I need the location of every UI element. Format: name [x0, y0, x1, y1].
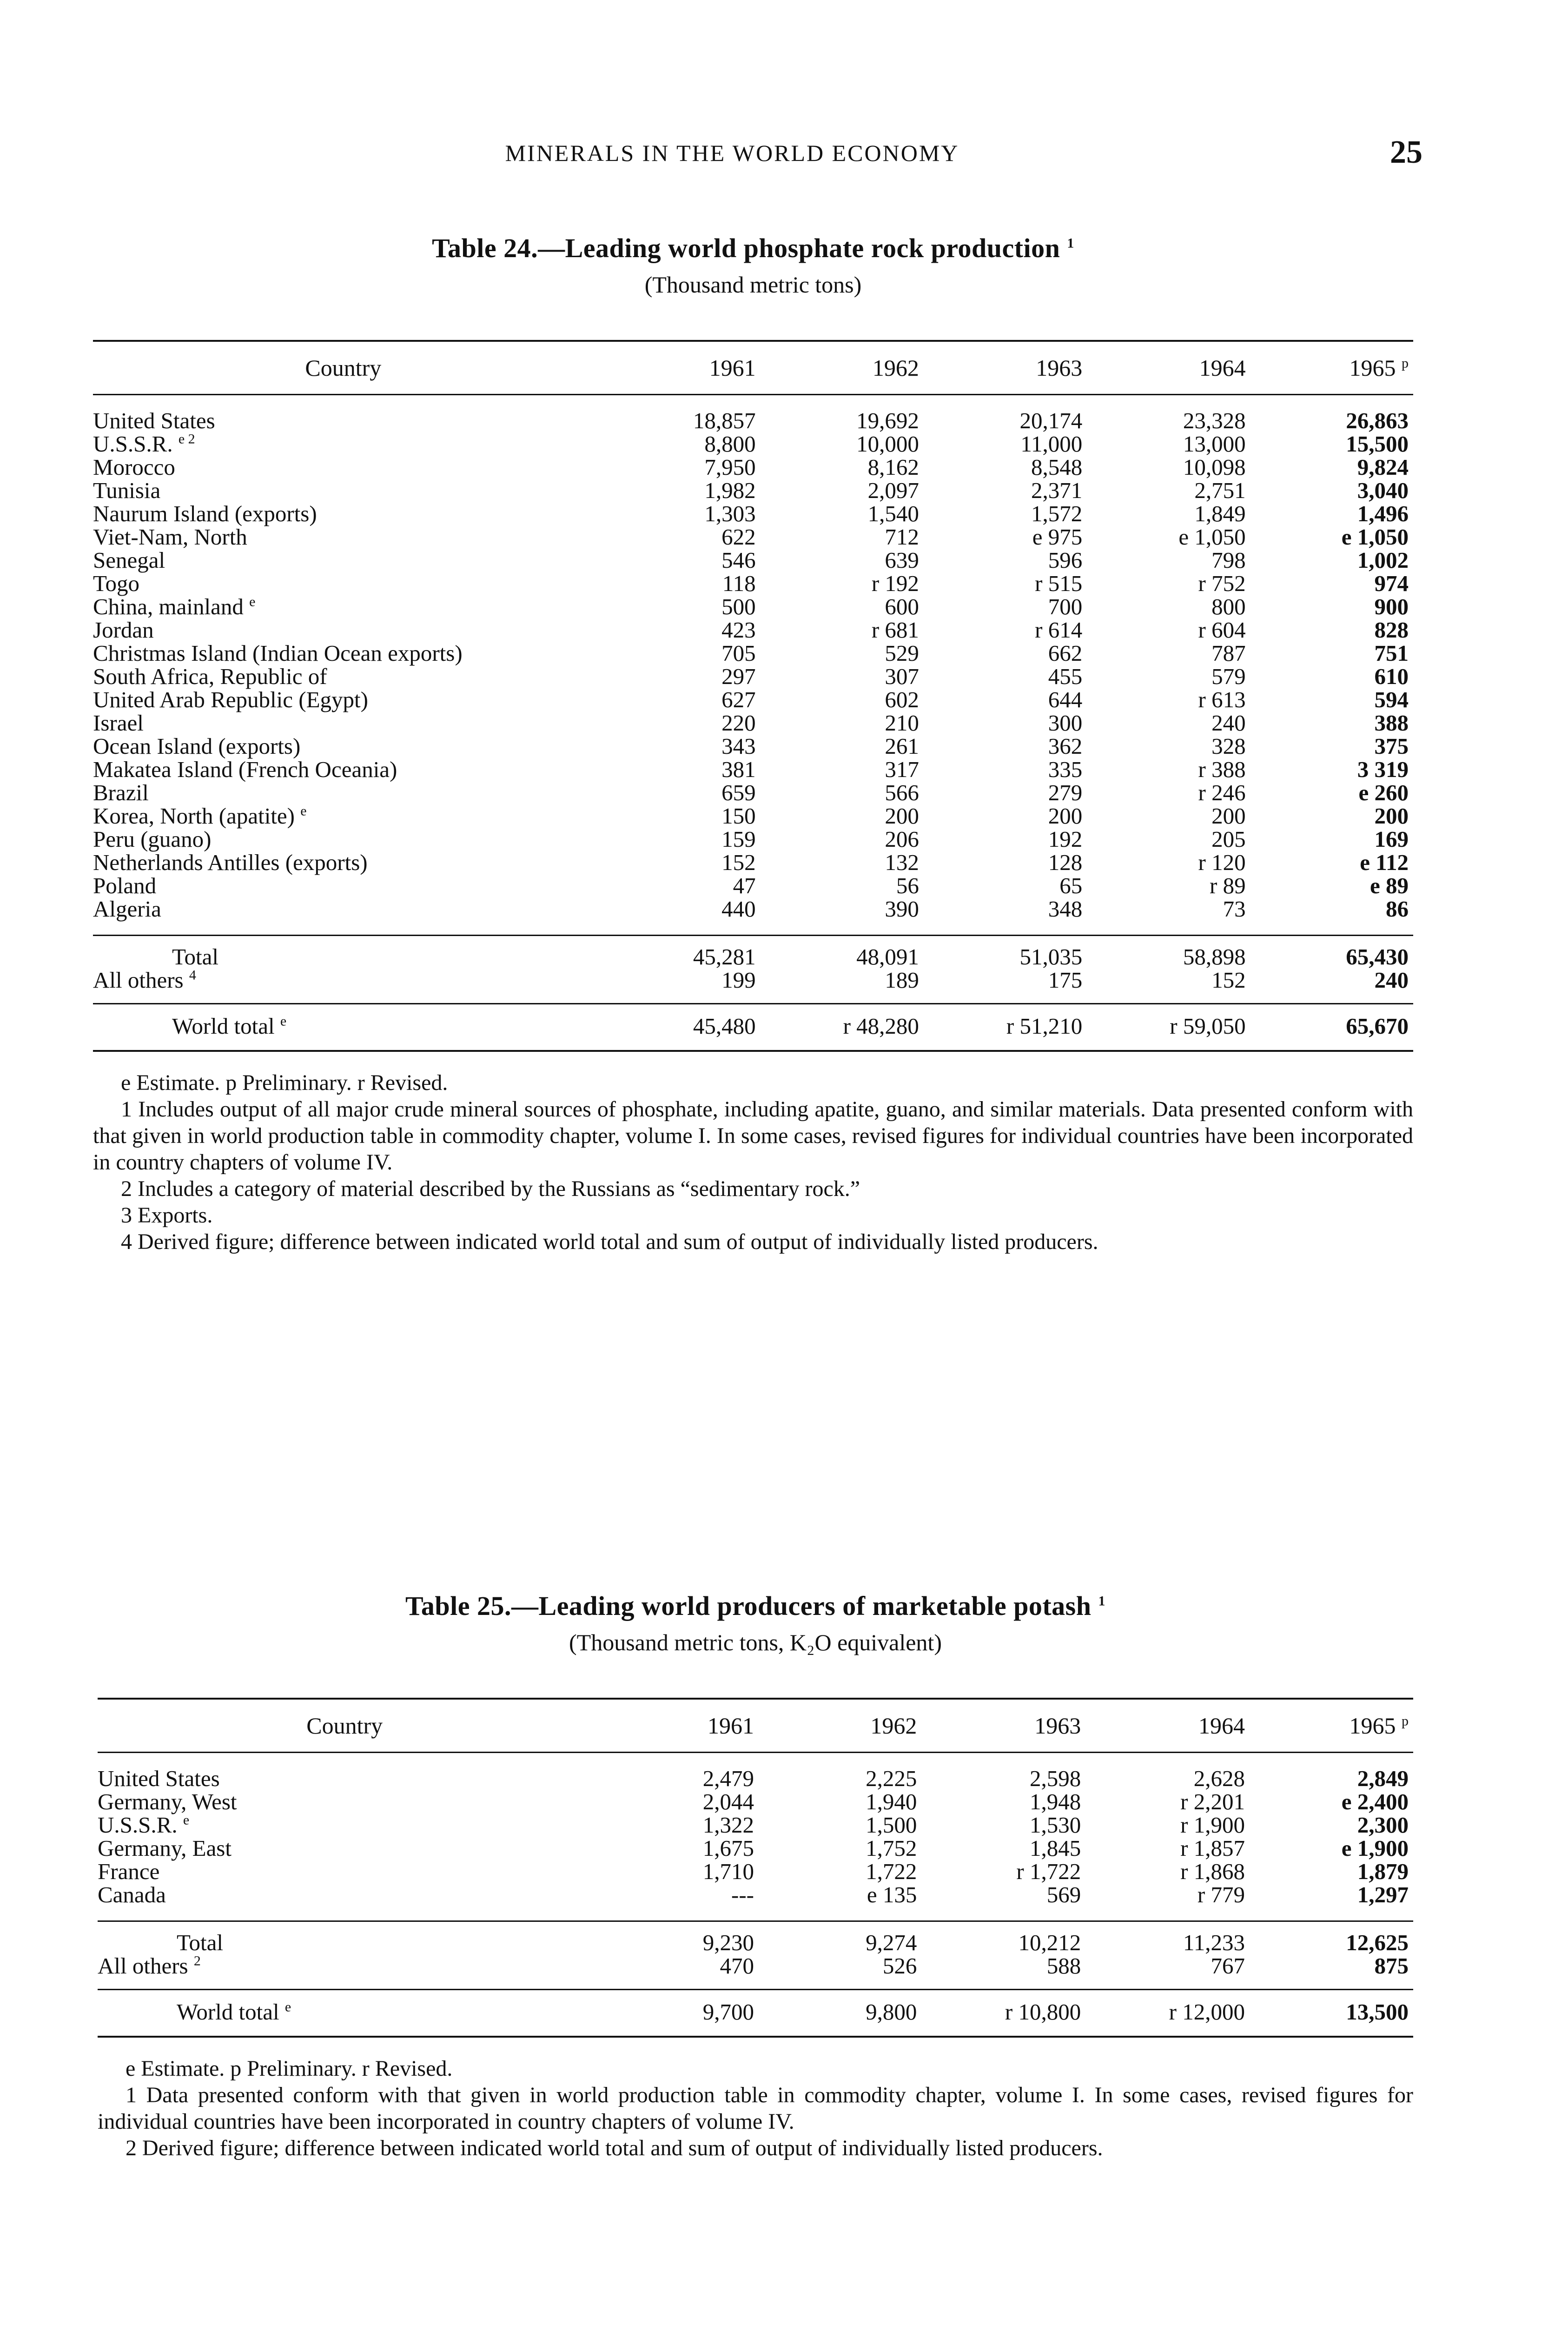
value-1963: 2,371 — [1031, 478, 1083, 503]
country-name: Naurum Island (exports) — [93, 501, 317, 526]
value-1962: 10,000 — [856, 431, 919, 457]
value-1964: r 2,201 — [1180, 1789, 1245, 1814]
running-header: MINERALS IN THE WORLD ECONOMY — [505, 140, 959, 166]
table-row — [98, 1814, 1413, 1837]
column-header-1963: 1963 — [924, 341, 1087, 395]
table-row — [98, 1883, 1413, 1921]
value-1964: 2,628 — [1193, 1766, 1245, 1791]
value-1962: e 135 — [867, 1882, 917, 1907]
value-1963: 662 — [1048, 640, 1083, 666]
table-24 — [93, 232, 1413, 1255]
others-value-1963: 588 — [1046, 1953, 1081, 1979]
value-1965: e 260 — [1358, 780, 1409, 805]
country-name: Brazil — [93, 780, 149, 805]
country-name: Germany, East — [98, 1835, 232, 1861]
footnote-3: 3 Exports. — [121, 1203, 213, 1228]
country-name: Korea, North (apatite) $^e$ — [93, 803, 307, 829]
value-1962: 2,225 — [866, 1766, 917, 1791]
value-1963: 300 — [1048, 710, 1083, 736]
value-1961: 8,800 — [704, 431, 756, 457]
others-value-1964: 767 — [1211, 1953, 1245, 1979]
total-value-1962: 48,091 — [761, 936, 924, 969]
table-row — [93, 711, 1413, 735]
value-1962: 200 — [885, 803, 919, 829]
total-value-1961: 45,281 — [598, 936, 761, 969]
table-row — [93, 432, 1413, 456]
table-row — [98, 1753, 1413, 1791]
table-row — [93, 525, 1413, 549]
footnote-mark: e — [183, 1812, 190, 1828]
value-1961: 1,322 — [702, 1812, 754, 1838]
value-1962: 639 — [885, 547, 919, 573]
table-row — [93, 897, 1413, 936]
country-name: Poland — [93, 873, 157, 898]
value-1965: e 1,050 — [1341, 524, 1409, 550]
value-1964: r 1,857 — [1180, 1835, 1245, 1861]
others-label: All others $^4$ — [93, 967, 196, 993]
value-1964: r 1,900 — [1180, 1812, 1245, 1838]
world-value-1963: r 10,800 — [921, 1990, 1085, 2037]
total-value-1965: 65,430 — [1250, 936, 1413, 969]
value-1964: 328 — [1211, 733, 1246, 759]
value-1965: 200 — [1374, 803, 1409, 829]
others-value-1965: 875 — [1374, 1953, 1409, 1979]
value-1961: 627 — [721, 687, 756, 712]
world-value-1962: r 48,280 — [761, 1004, 924, 1051]
value-1963: r 614 — [1035, 617, 1083, 643]
world-value-1961: 9,700 — [595, 1990, 758, 2037]
table-row — [93, 851, 1413, 874]
table-25-body — [98, 1753, 1413, 2037]
value-1963: 128 — [1048, 850, 1083, 875]
page-number: 25 — [1390, 134, 1422, 170]
value-1964: r 779 — [1197, 1882, 1245, 1907]
value-1964: 787 — [1211, 640, 1246, 666]
value-1963: 1,845 — [1029, 1835, 1081, 1861]
table-row — [93, 549, 1413, 572]
value-1961: 297 — [721, 664, 756, 689]
total-value-1965: 12,625 — [1250, 1921, 1413, 1955]
value-1965: 610 — [1374, 664, 1409, 689]
total-row — [98, 1921, 1413, 1955]
country-name: France — [98, 1859, 160, 1884]
value-1965: e 89 — [1370, 873, 1409, 898]
table-25-notes — [98, 2055, 1413, 2161]
value-1961: 1,710 — [702, 1859, 754, 1884]
table-row — [93, 456, 1413, 479]
total-value-1963: 10,212 — [921, 1921, 1085, 1955]
value-1964: 798 — [1211, 547, 1246, 573]
column-header-1965: 1965 $^p$ — [1250, 1699, 1413, 1753]
value-1963: 1,530 — [1029, 1812, 1081, 1838]
total-value-1961: 9,230 — [595, 1921, 758, 1955]
value-1962: 261 — [885, 733, 919, 759]
column-header-1965: 1965 $^p$ — [1250, 341, 1413, 395]
country-name: Algeria — [93, 896, 161, 922]
table-row — [93, 874, 1413, 897]
value-1965: e 1,900 — [1341, 1835, 1409, 1861]
table-24-grid — [93, 340, 1413, 1052]
value-1963: 700 — [1048, 594, 1083, 619]
country-name: U.S.S.R. $^e$ — [98, 1812, 190, 1838]
value-1963: 362 — [1048, 733, 1083, 759]
value-1961: 659 — [721, 780, 756, 805]
country-name: Tunisia — [93, 478, 161, 503]
footnote-mark: e 2 — [178, 431, 195, 447]
value-1965: 900 — [1374, 594, 1409, 619]
table-25-subtitle: (Thousand metric tons, K₂O equivalent) — [569, 1629, 942, 1655]
table-24-body — [93, 395, 1413, 1051]
value-1963: 192 — [1048, 826, 1083, 852]
value-1964: 10,098 — [1183, 454, 1246, 480]
value-1961: 440 — [721, 896, 756, 922]
country-name: Viet-Nam, North — [93, 524, 247, 550]
value-1961: 2,044 — [702, 1789, 754, 1814]
country-name: South Africa, Republic of — [93, 664, 327, 689]
value-1962: 2,097 — [867, 478, 919, 503]
table-25-grid — [98, 1698, 1413, 2038]
table-25-title: Table 25.—Leading world producers of marketable potash $^1$ — [405, 1591, 1105, 1621]
value-1962: 1,752 — [866, 1835, 917, 1861]
column-header-1963: 1963 — [921, 1699, 1085, 1753]
value-1964: r 604 — [1198, 617, 1246, 643]
footnote-2: 2 Includes a category of material described by the Russians as “sedimentary rock.” — [121, 1176, 860, 1201]
value-1964: r 120 — [1198, 850, 1246, 875]
value-1962: 1,540 — [867, 501, 919, 526]
country-name: Ocean Island (exports) — [93, 733, 301, 759]
value-1965: 974 — [1374, 571, 1409, 596]
country-name: Morocco — [93, 454, 175, 480]
value-1961: 1,982 — [704, 478, 756, 503]
footnote-mark: e — [249, 594, 256, 610]
value-1962: 19,692 — [856, 408, 919, 433]
table-row — [93, 479, 1413, 502]
country-name: Netherlands Antilles (exports) — [93, 850, 368, 875]
value-1962: 602 — [885, 687, 919, 712]
value-1965: 86 — [1386, 896, 1409, 922]
value-1962: 566 — [885, 780, 919, 805]
value-1962: r 681 — [871, 617, 919, 643]
column-header-1961: 1961 — [595, 1699, 758, 1753]
value-1962: 317 — [885, 757, 919, 782]
value-1964: 240 — [1211, 710, 1246, 736]
world-value-1961: 45,480 — [598, 1004, 761, 1051]
value-1964: e 1,050 — [1178, 524, 1246, 550]
table-header-row — [98, 1699, 1413, 1753]
value-1961: 1,675 — [702, 1835, 754, 1861]
value-1961: 705 — [721, 640, 756, 666]
value-1965: 1,297 — [1357, 1882, 1409, 1907]
value-1963: 279 — [1048, 780, 1083, 805]
value-1963: 348 — [1048, 896, 1083, 922]
value-1963: 200 — [1048, 803, 1083, 829]
value-1965: 2,849 — [1357, 1766, 1409, 1791]
value-1961: 1,303 — [704, 501, 756, 526]
value-1961: 2,479 — [702, 1766, 754, 1791]
value-1964: 579 — [1211, 664, 1246, 689]
value-1962: 712 — [885, 524, 919, 550]
table-row — [93, 642, 1413, 665]
value-1961: 150 — [721, 803, 756, 829]
country-name: Christmas Island (Indian Ocean exports) — [93, 640, 463, 666]
total-value-1964: 11,233 — [1085, 1921, 1250, 1955]
value-1963: 2,598 — [1029, 1766, 1081, 1791]
country-name: Togo — [93, 571, 140, 596]
value-1963: 644 — [1048, 687, 1083, 712]
footnote-mark: e — [284, 1999, 291, 2015]
footnote-mark: 4 — [189, 967, 196, 983]
value-1962: 1,500 — [866, 1812, 917, 1838]
value-1964: r 246 — [1198, 780, 1246, 805]
table-row — [93, 688, 1413, 711]
footnote-1: 1 Includes output of all major crude mineral sources of phosphate, including apatite, guano, and similar materials. Data presented conform with that given in world production table in commodity chapter, volume I. In some cases, revised figures for individual countries have been incorporated in country chapters of volume IV. — [93, 1097, 1413, 1175]
table-row — [93, 395, 1413, 433]
footnote-mark: 2 — [193, 1953, 201, 1969]
value-1964: 1,849 — [1194, 501, 1246, 526]
value-1962: 56 — [896, 873, 919, 898]
value-1965: 375 — [1374, 733, 1409, 759]
country-name: Peru (guano) — [93, 826, 212, 852]
value-1963: 8,548 — [1031, 454, 1083, 480]
value-1963: 65 — [1059, 873, 1083, 898]
value-1964: r 89 — [1210, 873, 1246, 898]
footnote-1: 1 Data presented conform with that given in world production table in commodity chapter, volume I. In some cases, revised figures for individual countries have been incorporated in country chapters of volume IV. — [98, 2083, 1413, 2134]
table-row — [98, 1837, 1413, 1860]
footnote-legend: e Estimate. p Preliminary. r Revised. — [126, 2056, 453, 2081]
total-value-1963: 51,035 — [924, 936, 1087, 969]
country-name: Jordan — [93, 617, 154, 643]
table-row — [93, 595, 1413, 618]
world-row — [93, 1004, 1413, 1051]
value-1961: 159 — [721, 826, 756, 852]
value-1963: 11,000 — [1020, 431, 1083, 457]
value-1965: 9,824 — [1357, 454, 1409, 480]
value-1961: 381 — [721, 757, 756, 782]
footnote-2: 2 Derived figure; difference between indicated world total and sum of output of individually listed producers. — [126, 2136, 1103, 2160]
footnote-mark: e — [300, 803, 307, 819]
column-header-1964: 1964 — [1085, 1699, 1250, 1753]
value-1963: e 975 — [1032, 524, 1083, 550]
table-row — [93, 804, 1413, 828]
table-row — [93, 781, 1413, 804]
value-1963: 455 — [1048, 664, 1083, 689]
table-row — [98, 1860, 1413, 1883]
table-row — [93, 758, 1413, 781]
others-row — [98, 1954, 1413, 1990]
value-1962: 307 — [885, 664, 919, 689]
total-label: Total — [93, 936, 598, 969]
value-1962: r 192 — [871, 571, 919, 596]
column-header-1961: 1961 — [598, 341, 761, 395]
value-1962: 529 — [885, 640, 919, 666]
others-label: All others $^2$ — [98, 1953, 201, 1979]
value-1964: 800 — [1211, 594, 1246, 619]
table-row — [93, 572, 1413, 595]
value-1961: 343 — [721, 733, 756, 759]
value-1965: 1,002 — [1357, 547, 1409, 573]
table-24-title: Table 24.—Leading world phosphate rock production $^1$ — [432, 233, 1074, 263]
value-1964: r 752 — [1198, 571, 1246, 596]
country-name: Canada — [98, 1882, 166, 1907]
value-1961: 7,950 — [704, 454, 756, 480]
value-1964: 200 — [1211, 803, 1246, 829]
column-header-country: Country — [98, 1699, 595, 1753]
value-1965: 3,040 — [1357, 478, 1409, 503]
table-row — [93, 502, 1413, 525]
value-1962: 600 — [885, 594, 919, 619]
world-value-1962: 9,800 — [759, 1990, 921, 2037]
total-value-1962: 9,274 — [759, 1921, 921, 1955]
value-1964: 23,328 — [1183, 408, 1246, 433]
value-1962: 8,162 — [867, 454, 919, 480]
table-24-subtitle: (Thousand metric tons) — [644, 272, 862, 298]
others-value-1963: 175 — [1048, 967, 1083, 993]
footnote-4: 4 Derived figure; difference between indicated world total and sum of output of individually listed producers. — [121, 1229, 1098, 1254]
footnote-mark: e — [280, 1013, 287, 1029]
value-1964: r 388 — [1198, 757, 1246, 782]
value-1965: e 112 — [1360, 850, 1409, 875]
table-row — [93, 665, 1413, 688]
country-name: Israel — [93, 710, 144, 736]
value-1965: 751 — [1374, 640, 1409, 666]
world-value-1965: 65,670 — [1250, 1004, 1413, 1051]
value-1965: 3 319 — [1357, 757, 1409, 782]
value-1963: 1,948 — [1029, 1789, 1081, 1814]
value-1962: 206 — [885, 826, 919, 852]
value-1962: 1,722 — [866, 1859, 917, 1884]
total-row — [93, 936, 1413, 969]
column-header-1962: 1962 — [759, 1699, 921, 1753]
value-1965: 1,879 — [1357, 1859, 1409, 1884]
table-row — [93, 735, 1413, 758]
value-1961: --- — [731, 1882, 754, 1907]
others-value-1961: 199 — [721, 967, 756, 993]
country-name: Senegal — [93, 547, 165, 573]
value-1963: 1,572 — [1031, 501, 1083, 526]
table-row — [98, 1790, 1413, 1814]
others-value-1964: 152 — [1211, 967, 1246, 993]
others-value-1965: 240 — [1374, 967, 1409, 993]
value-1964: r 613 — [1198, 687, 1246, 712]
total-value-1964: 58,898 — [1087, 936, 1250, 969]
value-1964: 205 — [1211, 826, 1246, 852]
value-1961: 18,857 — [693, 408, 756, 433]
value-1963: r 1,722 — [1016, 1859, 1081, 1884]
others-value-1962: 526 — [882, 1953, 917, 1979]
value-1961: 47 — [733, 873, 756, 898]
value-1961: 152 — [721, 850, 756, 875]
value-1965: 594 — [1374, 687, 1409, 712]
world-value-1963: r 51,210 — [924, 1004, 1087, 1051]
value-1964: 13,000 — [1183, 431, 1246, 457]
value-1962: 390 — [885, 896, 919, 922]
table-header-row — [93, 341, 1413, 395]
footnote-legend: e Estimate. p Preliminary. r Revised. — [121, 1070, 448, 1095]
country-name: United States — [98, 1766, 220, 1791]
country-name: Makatea Island (French Oceania) — [93, 757, 397, 782]
country-name: United States — [93, 408, 215, 433]
value-1964: r 1,868 — [1180, 1859, 1245, 1884]
value-1965: 26,863 — [1346, 408, 1409, 433]
table-row — [93, 828, 1413, 851]
value-1965: 388 — [1374, 710, 1409, 736]
value-1961: 500 — [721, 594, 756, 619]
value-1965: 169 — [1374, 826, 1409, 852]
value-1961: 423 — [721, 617, 756, 643]
world-row — [98, 1990, 1413, 2037]
value-1961: 118 — [722, 571, 756, 596]
value-1963: 596 — [1048, 547, 1083, 573]
value-1965: 828 — [1374, 617, 1409, 643]
table-25 — [98, 1590, 1413, 2161]
value-1963: 335 — [1048, 757, 1083, 782]
world-value-1964: r 59,050 — [1087, 1004, 1250, 1051]
world-value-1964: r 12,000 — [1085, 1990, 1250, 2037]
column-header-country: Country — [93, 341, 598, 395]
value-1965: e 2,400 — [1341, 1789, 1409, 1814]
value-1961: 546 — [721, 547, 756, 573]
country-name: U.S.S.R. $^{e 2}$ — [93, 431, 195, 457]
country-name: Germany, West — [98, 1789, 237, 1814]
table-24-notes — [93, 1070, 1413, 1255]
value-1965: 1,496 — [1357, 501, 1409, 526]
value-1962: 210 — [885, 710, 919, 736]
world-label: World total $^e$ — [98, 1990, 595, 2037]
others-row — [93, 969, 1413, 1004]
world-label: World total $^e$ — [93, 1004, 598, 1051]
value-1961: 220 — [721, 710, 756, 736]
world-value-1965: 13,500 — [1250, 1990, 1413, 2037]
value-1965: 2,300 — [1357, 1812, 1409, 1838]
value-1961: 622 — [721, 524, 756, 550]
column-header-1964: 1964 — [1087, 341, 1250, 395]
value-1962: 132 — [885, 850, 919, 875]
table-row — [93, 618, 1413, 642]
value-1963: 569 — [1046, 1882, 1081, 1907]
country-name: United Arab Republic (Egypt) — [93, 687, 368, 712]
country-name: China, mainland $^e$ — [93, 594, 256, 619]
value-1962: 1,940 — [866, 1789, 917, 1814]
value-1963: 20,174 — [1019, 408, 1083, 433]
value-1964: 2,751 — [1194, 478, 1246, 503]
total-label: Total — [98, 1921, 595, 1955]
value-1965: 15,500 — [1346, 431, 1409, 457]
others-value-1961: 470 — [720, 1953, 754, 1979]
value-1963: r 515 — [1035, 571, 1083, 596]
value-1964: 73 — [1223, 896, 1246, 922]
others-value-1962: 189 — [885, 967, 919, 993]
column-header-1962: 1962 — [761, 341, 924, 395]
